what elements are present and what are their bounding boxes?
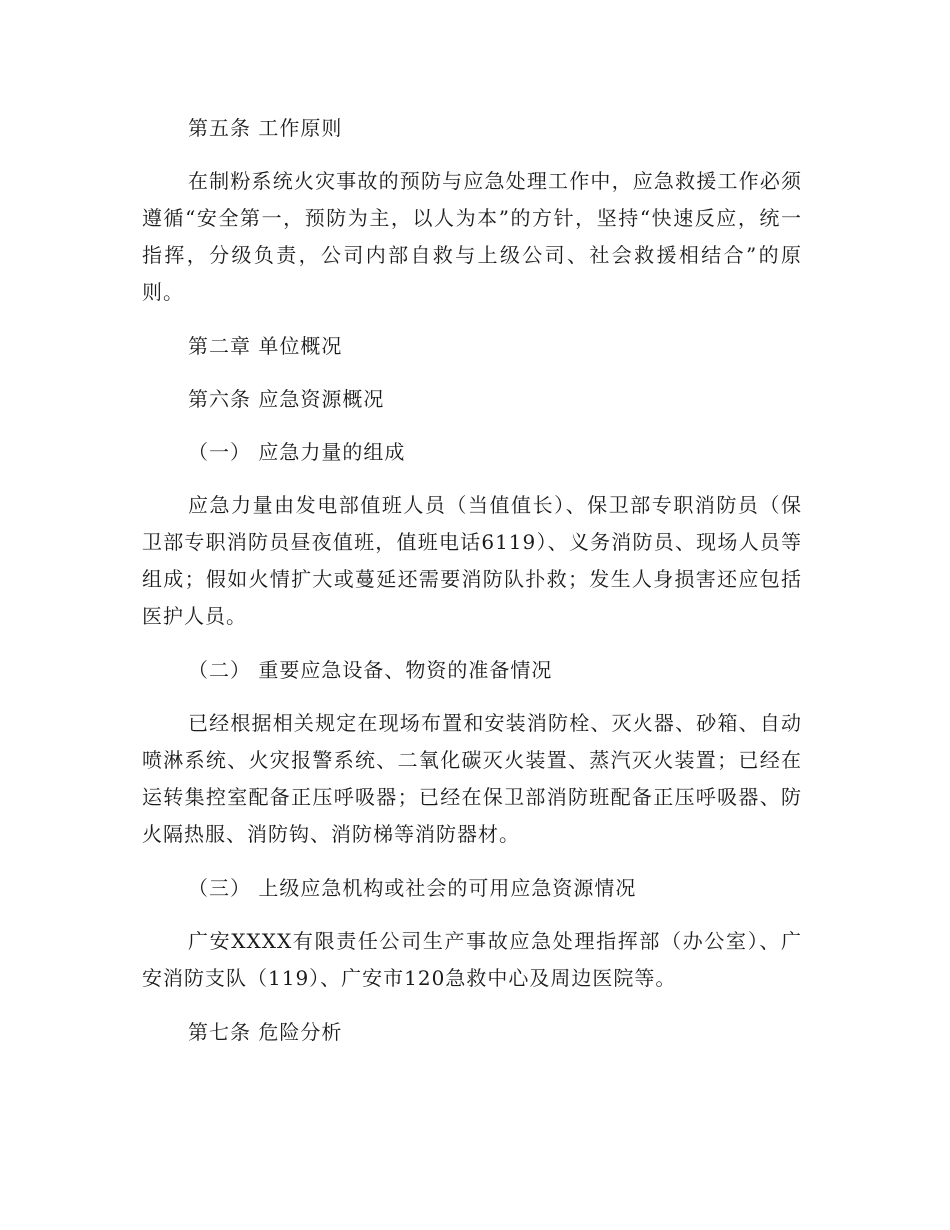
chapter-2-heading: 第二章 单位概况 [188,334,343,358]
section-1-heading: （一） 应急力量的组成 [188,440,406,464]
document-body [142,110,802,1067]
section-2-paragraph: 已经根据相关规定在现场布置和安装消防栓、灭火器、砂箱、自动喷淋系统、火灾报警系统、二氧化碳灭火装置、蒸汽灭火装置；已经在运转集控室配备正压呼吸器；已经在保卫部消防班配备正压呼吸器、防火隔热服、消防钩、消防梯等消防器材。 [142,711,802,846]
article-5-heading: 第五条 工作原则 [188,116,343,140]
article-6-heading: 第六条 应急资源概况 [188,387,385,411]
article-7-heading: 第七条 危险分析 [188,1020,343,1044]
article-5-paragraph: 在制粉系统火灾事故的预防与应急处理工作中，应急救援工作必须遵循“安全第一，预防为主，以人为本”的方针，坚持“快速反应，统一指挥，分级负责，公司内部自救与上级公司、社会救援相结合”的原则。 [142,169,802,304]
section-3-heading: （三） 上级应急机构或社会的可用应急资源情况 [188,876,637,900]
section-3-paragraph: 广安XXXX有限责任公司生产事故应急处理指挥部（办公室）、广安消防支队（119）、广安市120急救中心及周边医院等。 [142,929,802,990]
section-2-heading: （二） 重要应急设备、物资的准备情况 [188,658,553,682]
section-1-paragraph: 应急力量由发电部值班人员（当值值长）、保卫部专职消防员（保卫部专职消防员昼夜值班，值班电话6119）、义务消防员、现场人员等组成；假如火情扩大或蔓延还需要消防队扑救；发生人身损害还应包括医护人员。 [142,493,802,628]
